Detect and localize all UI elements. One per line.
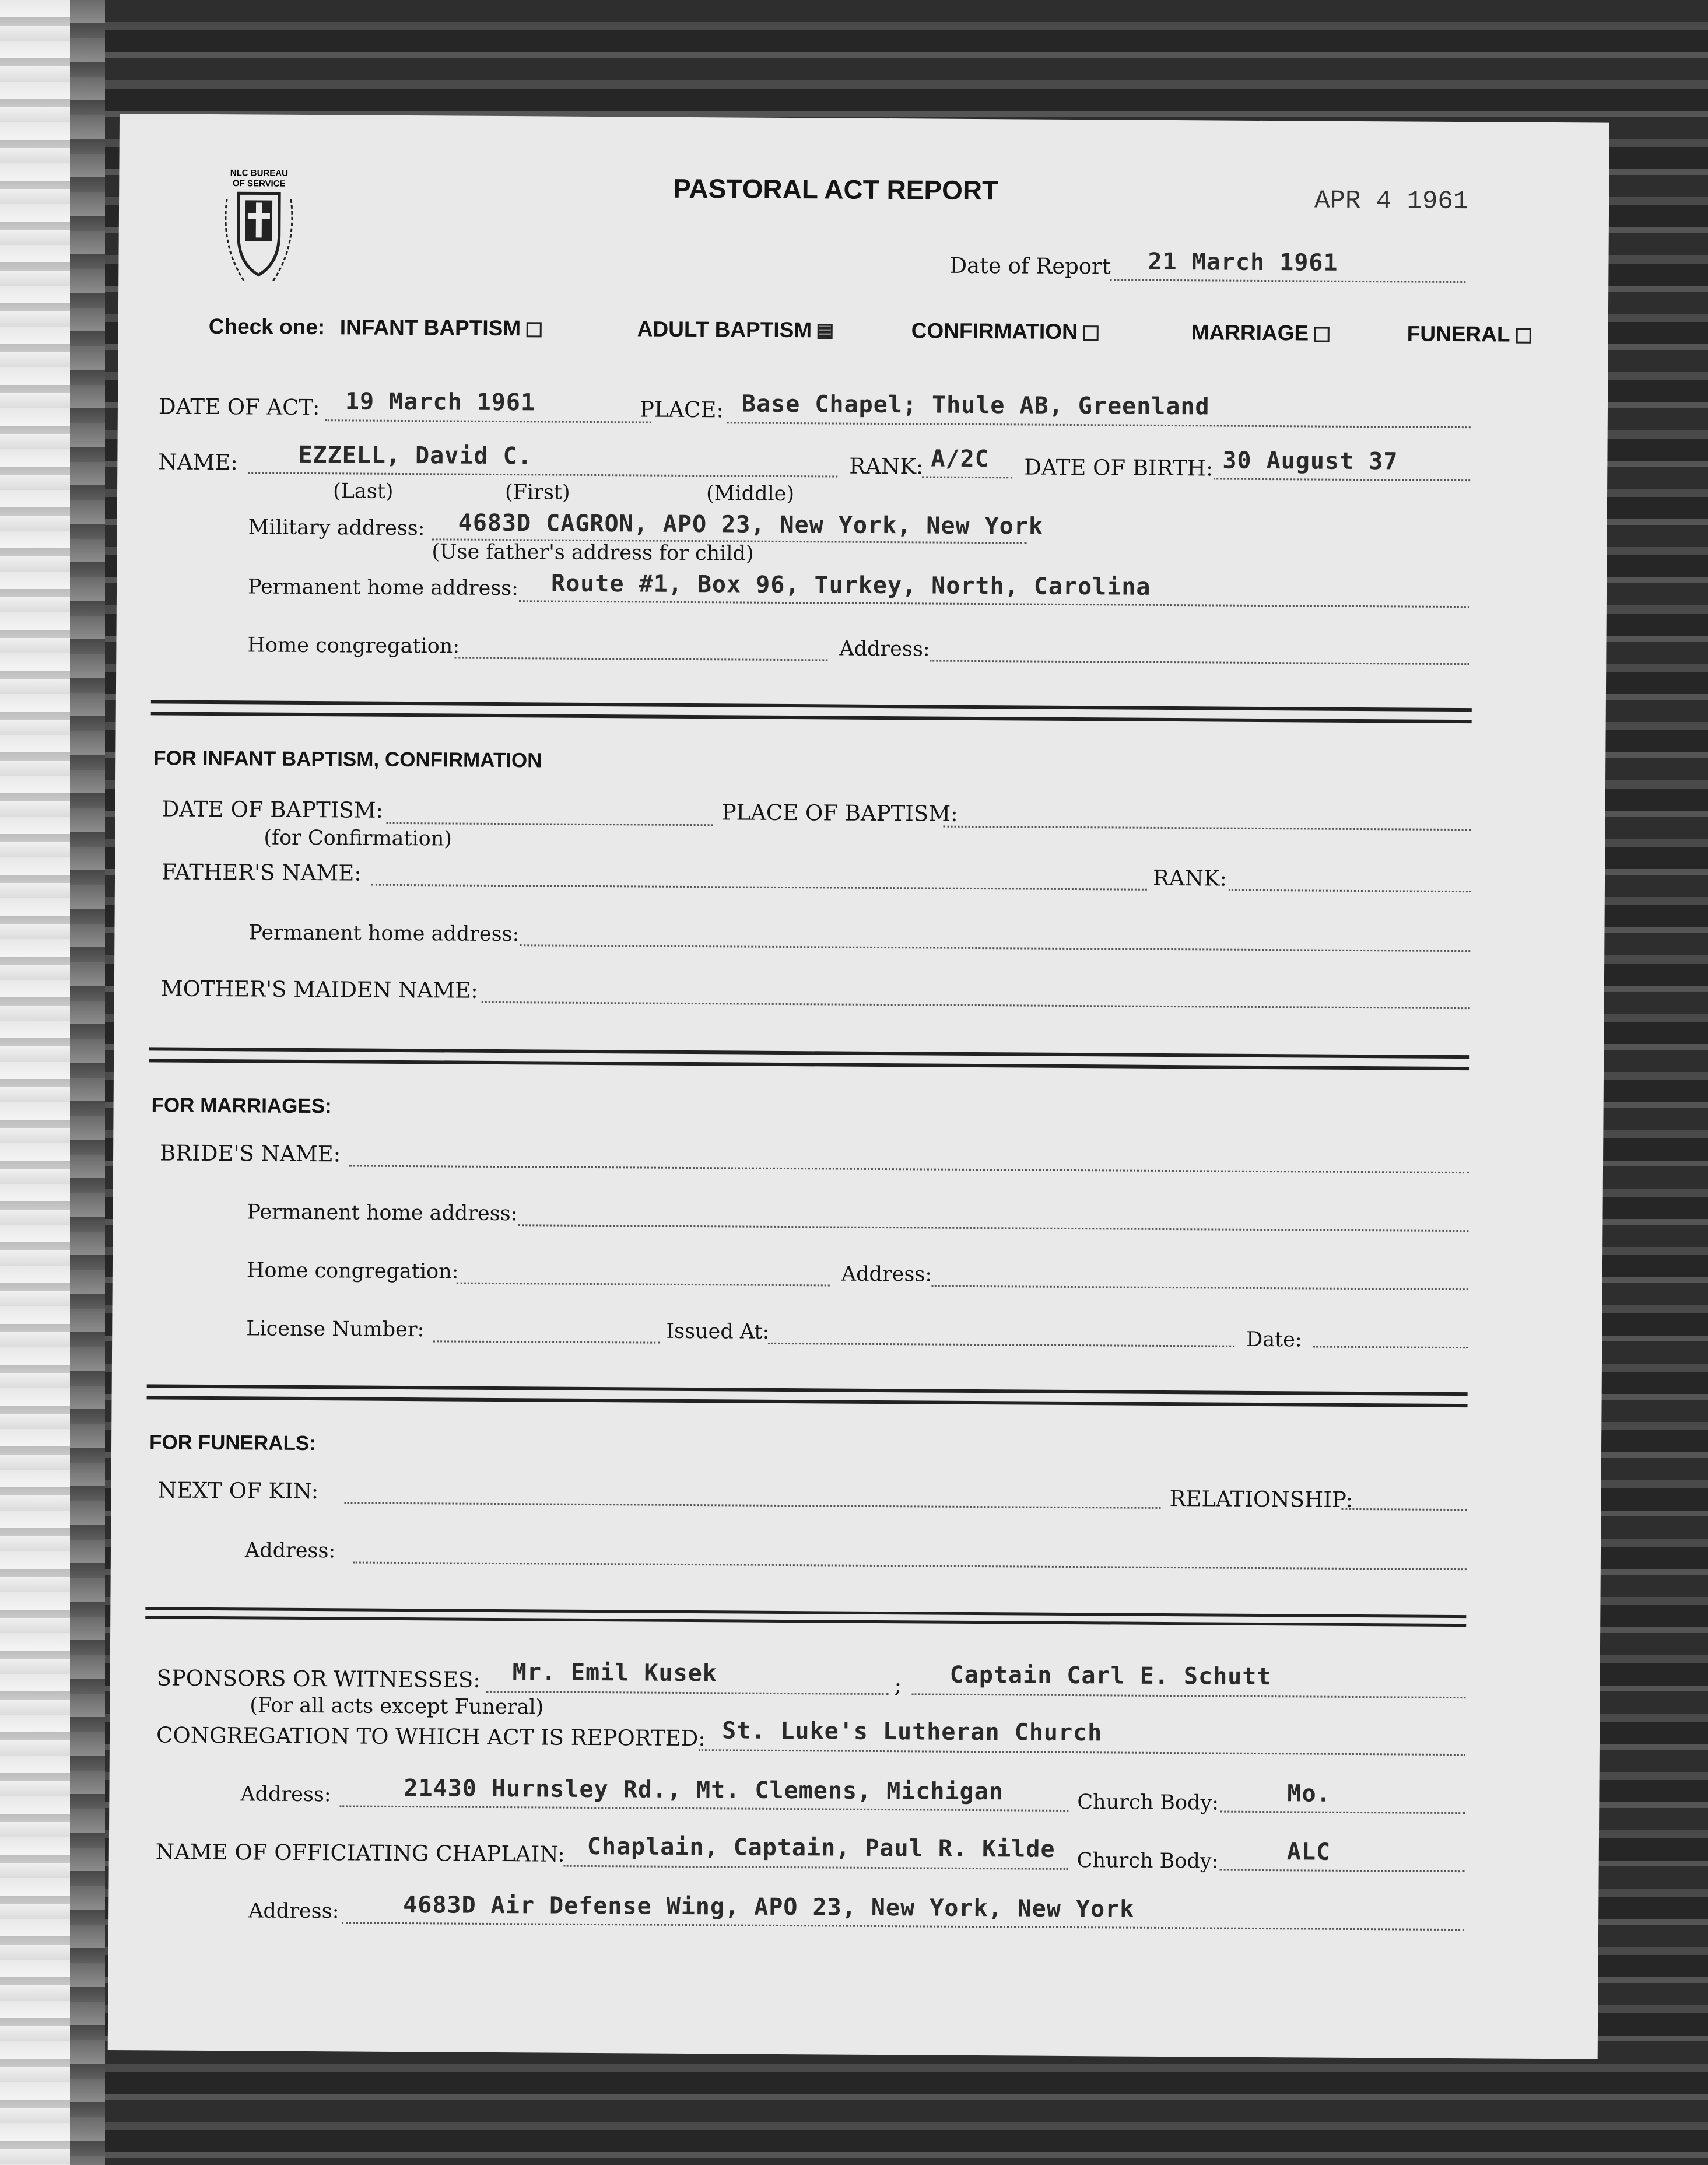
place-line bbox=[727, 422, 1471, 428]
place-label: PLACE: bbox=[639, 397, 724, 423]
officiating-chaplain-value: Chaplain, Captain, Paul R. Kilde bbox=[587, 1833, 1055, 1863]
section-divider bbox=[149, 1047, 1469, 1070]
date-of-report-line bbox=[1110, 279, 1465, 283]
option-marriage[interactable] bbox=[1191, 320, 1330, 345]
sponsor-separator: ; bbox=[894, 1673, 902, 1698]
brides-name-line bbox=[349, 1165, 1469, 1173]
svg-text:NLC BUREAU: NLC BUREAU bbox=[230, 168, 289, 178]
bride-home-congregation-label: Home congregation: bbox=[246, 1259, 459, 1284]
funeral-address-line bbox=[353, 1561, 1467, 1570]
father-rank-label: RANK: bbox=[1152, 865, 1227, 891]
place-of-baptism-line bbox=[944, 826, 1471, 831]
next-of-kin-label: NEXT OF KIN: bbox=[157, 1477, 319, 1504]
marriage-checkbox[interactable] bbox=[1314, 327, 1330, 342]
license-date-label: Date: bbox=[1246, 1327, 1302, 1352]
funeral-address-label: Address: bbox=[244, 1539, 336, 1563]
infant-home-address-label: Permanent home address: bbox=[248, 921, 520, 947]
license-number-label: License Number: bbox=[246, 1317, 425, 1342]
congregation-church-body-line bbox=[1220, 1811, 1465, 1814]
name-line bbox=[248, 472, 837, 477]
infant-home-address-line bbox=[520, 944, 1470, 952]
film-edge-shadow bbox=[70, 0, 105, 2165]
permanent-home-address-value: Route #1, Box 96, Turkey, North, Carolina bbox=[550, 570, 1151, 601]
relationship-label: RELATIONSHIP: bbox=[1169, 1486, 1353, 1512]
sponsors-label: SPONSORS OR WITNESSES: bbox=[156, 1665, 481, 1693]
relationship-line bbox=[1341, 1508, 1467, 1511]
congregation-value: St. Luke's Lutheran Church bbox=[721, 1717, 1103, 1747]
date-of-birth-line bbox=[1214, 478, 1470, 481]
mothers-maiden-name-line bbox=[482, 1001, 1470, 1009]
congregation-address-value: 21430 Hurnsley Rd., Mt. Clemens, Michigan bbox=[404, 1775, 1004, 1806]
option-infant-baptism[interactable] bbox=[340, 315, 542, 341]
form-title: PASTORAL ACT REPORT bbox=[673, 173, 999, 206]
permanent-home-address-line bbox=[519, 600, 1469, 608]
military-address-label: Military address: bbox=[248, 516, 425, 541]
date-of-act-value: 19 March 1961 bbox=[345, 388, 536, 416]
name-label: NAME: bbox=[158, 449, 238, 475]
place-of-baptism-label: PLACE OF BAPTISM: bbox=[721, 800, 958, 826]
sponsor-2-line bbox=[911, 1693, 1465, 1698]
next-of-kin-line bbox=[344, 1502, 1160, 1509]
option-confirmation[interactable] bbox=[911, 318, 1099, 344]
license-date-line bbox=[1313, 1346, 1468, 1349]
date-of-birth-value: 30 August 37 bbox=[1222, 447, 1398, 475]
chaplain-address-label: Address: bbox=[248, 1899, 339, 1924]
congregation-line bbox=[699, 1749, 1465, 1756]
option-adult-baptism[interactable] bbox=[637, 317, 833, 342]
middle-name-caption: (Middle) bbox=[706, 482, 795, 506]
svg-text:OF SERVICE: OF SERVICE bbox=[232, 178, 286, 189]
issued-at-label: Issued At: bbox=[666, 1319, 770, 1344]
officiating-chaplain-line bbox=[564, 1865, 1068, 1870]
option-funeral-label: FUNERAL bbox=[1407, 321, 1510, 346]
date-of-act-label: DATE OF ACT: bbox=[158, 394, 320, 421]
marriages-heading: FOR MARRIAGES: bbox=[151, 1094, 332, 1118]
sponsor-1-value: Mr. Emil Kusek bbox=[512, 1659, 717, 1687]
congregation-address-label: Address: bbox=[240, 1782, 331, 1807]
section-divider bbox=[145, 1616, 1466, 1627]
rank-line bbox=[922, 476, 1012, 478]
officiating-chaplain-label: NAME OF OFFICIATING CHAPLAIN: bbox=[155, 1839, 565, 1867]
mothers-maiden-name-label: MOTHER'S MAIDEN NAME: bbox=[160, 976, 478, 1003]
section-divider bbox=[145, 1607, 1466, 1618]
brides-name-label: BRIDE'S NAME: bbox=[159, 1140, 341, 1167]
military-address-note: (Use father's address for child) bbox=[432, 540, 754, 566]
congregation-church-body-label: Church Body: bbox=[1077, 1791, 1219, 1815]
father-rank-line bbox=[1229, 889, 1471, 893]
date-of-birth-label: DATE OF BIRTH: bbox=[1024, 454, 1214, 481]
congregation-church-body-value: Mo. bbox=[1287, 1780, 1331, 1807]
nlc-bureau-logo-icon bbox=[203, 164, 314, 293]
infant-baptism-checkbox[interactable] bbox=[527, 322, 542, 337]
chaplain-church-body-value: ALC bbox=[1286, 1838, 1331, 1866]
fathers-name-label: FATHER'S NAME: bbox=[161, 859, 362, 886]
funeral-checkbox[interactable] bbox=[1516, 328, 1531, 344]
sponsor-2-value: Captain Carl E. Schutt bbox=[949, 1661, 1272, 1691]
confirmation-checkbox[interactable] bbox=[1083, 325, 1099, 341]
permanent-home-address-label: Permanent home address: bbox=[247, 575, 519, 601]
film-edge-strip bbox=[0, 0, 70, 2165]
last-name-caption: (Last) bbox=[332, 479, 394, 503]
date-of-act-line bbox=[325, 419, 651, 423]
sponsors-note: (For all acts except Funeral) bbox=[250, 1694, 544, 1719]
name-value: EZZELL, David C. bbox=[298, 441, 532, 470]
rank-value: A/2C bbox=[931, 445, 990, 473]
section-divider bbox=[151, 700, 1472, 723]
home-congregation-address-line bbox=[930, 660, 1469, 665]
chaplain-church-body-line bbox=[1220, 1869, 1465, 1873]
chaplain-address-line bbox=[342, 1922, 1464, 1931]
option-funeral[interactable] bbox=[1407, 321, 1531, 346]
military-address-value: 4683D CAGRON, APO 23, New York, New York bbox=[458, 509, 1044, 540]
chaplain-church-body-label: Church Body: bbox=[1076, 1849, 1219, 1873]
for-confirmation-note: (for Confirmation) bbox=[264, 826, 453, 851]
home-congregation-line bbox=[454, 657, 827, 661]
infant-baptism-heading: FOR INFANT BAPTISM, CONFIRMATION bbox=[153, 747, 542, 772]
funerals-heading: FOR FUNERALS: bbox=[149, 1431, 317, 1455]
first-name-caption: (First) bbox=[504, 481, 570, 505]
date-of-baptism-line bbox=[387, 822, 713, 826]
license-number-line bbox=[433, 1340, 660, 1343]
check-one-label: Check one: bbox=[208, 314, 325, 339]
bride-home-address-line bbox=[518, 1224, 1468, 1232]
sponsor-1-line bbox=[486, 1691, 888, 1695]
option-confirmation-label: CONFIRMATION bbox=[911, 318, 1078, 344]
date-of-report-label: Date of Report bbox=[949, 253, 1111, 279]
bride-home-congregation-line bbox=[457, 1283, 830, 1287]
rank-label: RANK: bbox=[849, 453, 924, 479]
option-infant-baptism-label: INFANT BAPTISM bbox=[339, 315, 521, 341]
home-congregation-label: Home congregation: bbox=[247, 633, 460, 658]
section-divider bbox=[147, 1384, 1468, 1407]
option-marriage-label: MARRIAGE bbox=[1191, 320, 1309, 345]
date-of-baptism-label: DATE OF BAPTISM: bbox=[162, 796, 384, 823]
issued-at-line bbox=[768, 1343, 1234, 1347]
received-date-stamp: APR 4 1961 bbox=[1314, 186, 1469, 217]
form-paper bbox=[108, 114, 1609, 2059]
date-of-report-value: 21 March 1961 bbox=[1148, 248, 1338, 276]
option-adult-baptism-label: ADULT BAPTISM bbox=[637, 317, 812, 342]
bride-congregation-address-line bbox=[932, 1285, 1468, 1291]
bride-congregation-address-label: Address: bbox=[841, 1262, 932, 1287]
chaplain-address-value: 4683D Air Defense Wing, APO 23, New York, New York bbox=[403, 1891, 1135, 1923]
congregation-address-line bbox=[339, 1805, 1068, 1812]
congregation-label: CONGREGATION TO WHICH ACT IS REPORTED: bbox=[156, 1722, 706, 1751]
adult-baptism-checkbox[interactable] bbox=[818, 324, 833, 339]
place-value: Base Chapel; Thule AB, Greenland bbox=[741, 390, 1210, 421]
bride-home-address-label: Permanent home address: bbox=[247, 1200, 518, 1226]
fathers-name-line bbox=[371, 884, 1147, 891]
home-congregation-address-label: Address: bbox=[839, 637, 930, 661]
